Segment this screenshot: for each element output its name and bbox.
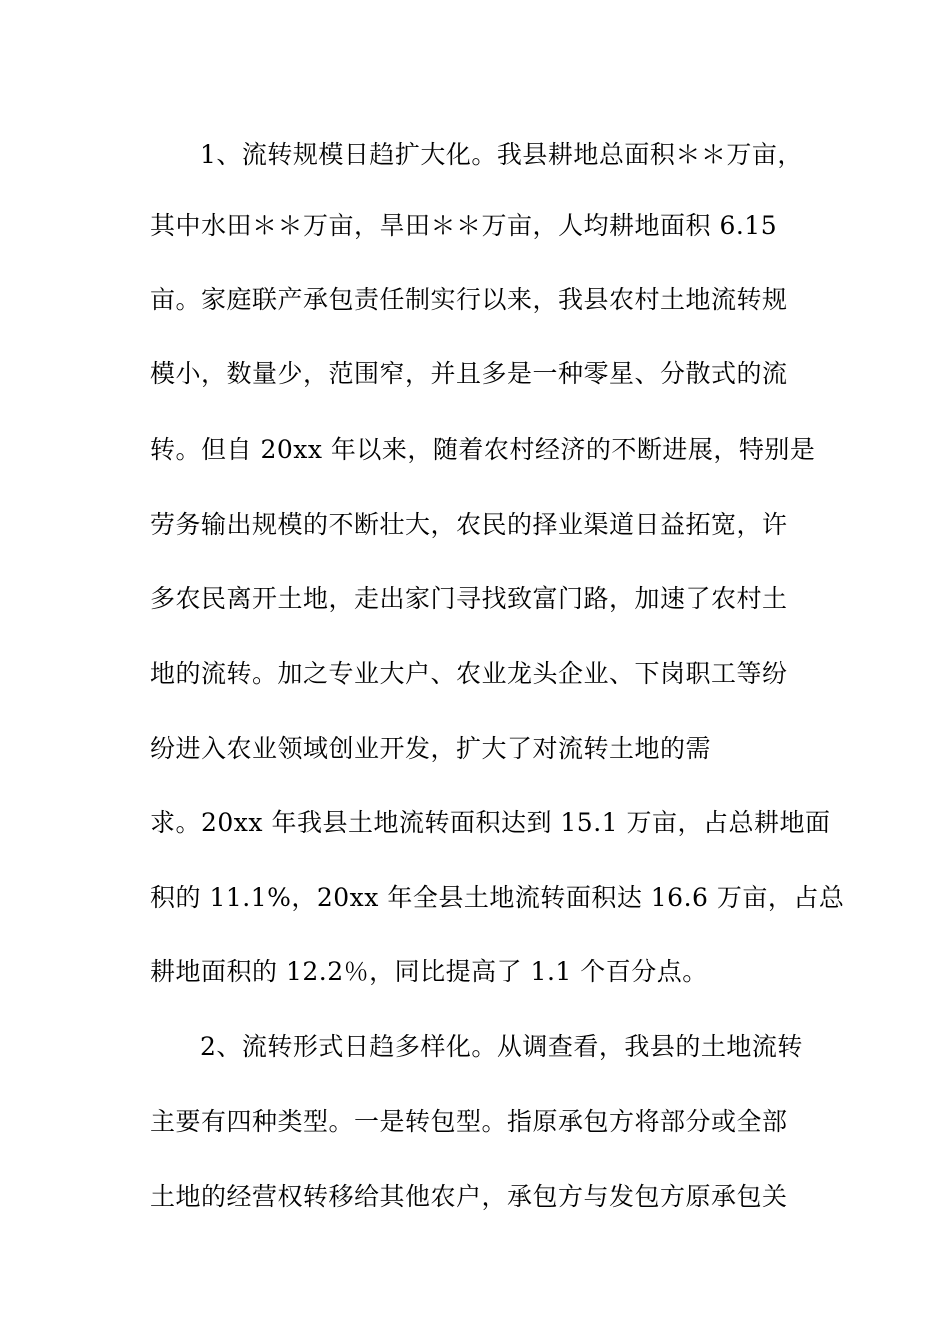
paragraph-1-line-9: 纷进入农业领域创业开发，扩大了对流转土地的需 [150,734,712,763]
paragraph-1-line-11: 积的 11.1%，20xx 年全县土地流转面积达 16.6 万亩，占总 [150,883,845,912]
paragraph-1-line-3: 亩。家庭联产承包责任制实行以来，我县农村土地流转规 [150,285,788,314]
paragraph-1-line-5: 转。但自 20xx 年以来，随着农村经济的不断进展，特别是 [150,435,816,464]
paragraph-1-line-12: 耕地面积的 12.2％，同比提高了 1.1 个百分点。 [150,957,708,986]
paragraph-2-line-1: 2、流转形式日趋多样化。从调查看，我县的土地流转 [200,1032,803,1061]
paragraph-1-line-8: 地的流转。加之专业大户、农业龙头企业、下岗职工等纷 [150,659,788,688]
paragraph-2-line-2: 主要有四种类型。一是转包型。指原承包方将部分或全部 [150,1107,788,1136]
paragraph-1-line-4: 模小，数量少，范围窄，并且多是一种零星、分散式的流 [150,359,788,388]
paragraph-1-line-7: 多农民离开土地，走出家门寻找致富门路，加速了农村土 [150,584,788,613]
paragraph-1-line-2: 其中水田＊＊万亩，旱田＊＊万亩，人均耕地面积 6.15 [150,211,778,240]
paragraph-1-line-6: 劳务输出规模的不断壮大，农民的择业渠道日益拓宽，许 [150,510,788,539]
paragraph-1-line-1: 1、流转规模日趋扩大化。我县耕地总面积＊＊万亩， [200,140,803,169]
paragraph-1-line-10: 求。20xx 年我县土地流转面积达到 15.1 万亩，占总耕地面 [150,808,831,837]
paragraph-2-line-3: 土地的经营权转移给其他农户，承包方与发包方原承包关 [150,1182,788,1211]
